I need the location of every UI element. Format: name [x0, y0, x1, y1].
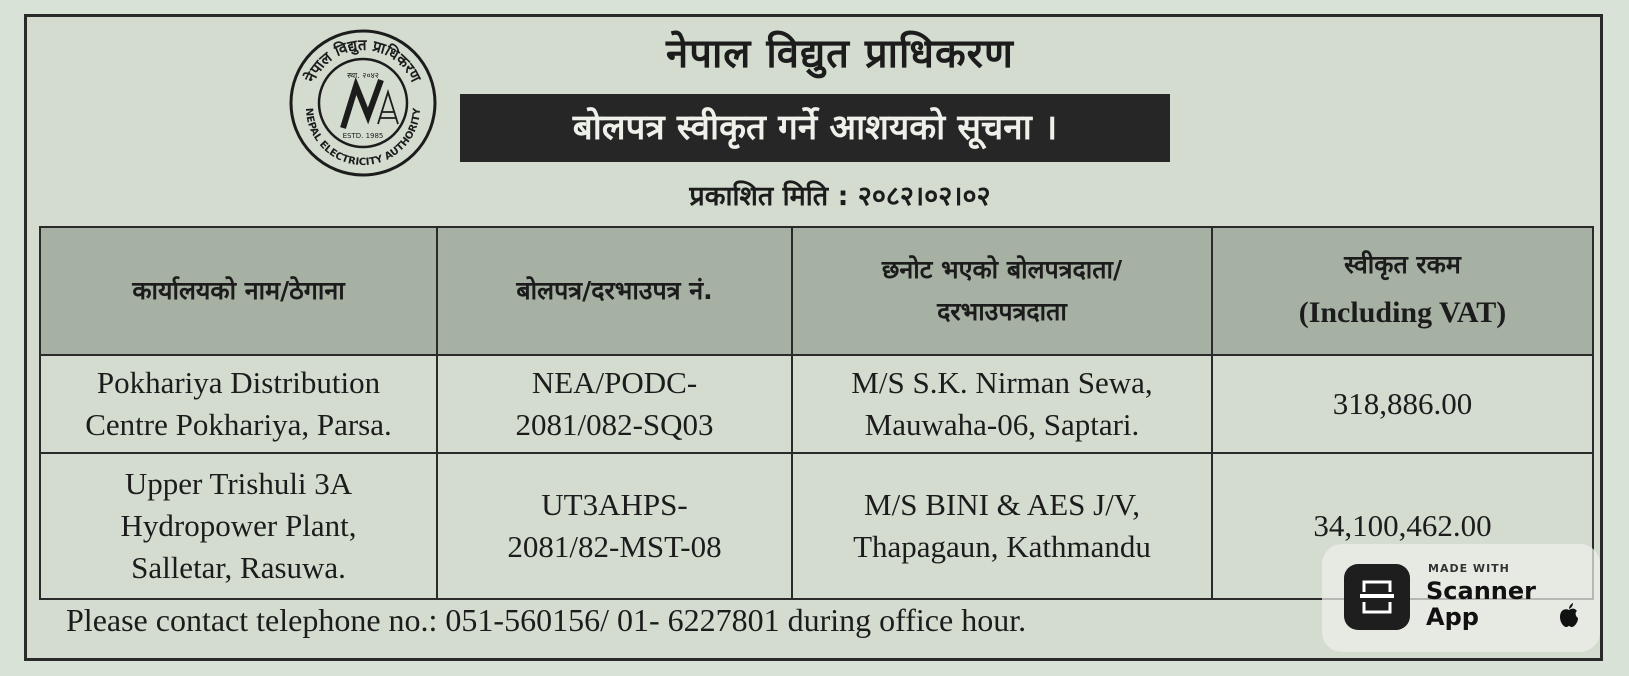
scanner-app-icon — [1344, 564, 1410, 630]
logo-estd: ESTD. 1985 — [342, 132, 384, 140]
logo-top-text: नेपाल विद्युत प्राधिकरण — [301, 35, 425, 85]
header-approved-amount: स्वीकृत रकम (Including VAT) — [1212, 227, 1593, 355]
nea-logo-icon — [288, 28, 438, 178]
header-office: कार्यालयको नाम/ठेगाना — [40, 227, 437, 355]
cell-office: Pokhariya Distribution Centre Pokhariya, Parsa. — [40, 355, 437, 453]
scanner-app-badge — [1322, 544, 1600, 652]
notice-subtitle: बोलपत्र स्वीकृत गर्ने आशयको सूचना । — [460, 94, 1170, 162]
cell-bid-number: NEA/PODC- 2081/082-SQ03 — [437, 355, 792, 453]
published-date: प्रकाशित मिति : २०८२।०२।०२ — [689, 181, 991, 212]
table-header-row — [40, 227, 1593, 355]
cell-bidder: M/S BINI & AES J/V, Thapagaun, Kathmandu — [792, 453, 1212, 599]
apple-icon — [1558, 602, 1580, 628]
cell-bidder: M/S S.K. Nirman Sewa, Mauwaha-06, Saptari. — [792, 355, 1212, 453]
logo-year-np: स्था. २०४२ — [347, 71, 379, 80]
cell-bid-number: UT3AHPS- 2081/82-MST-08 — [437, 453, 792, 599]
notice-title: नेपाल विद्युत प्राधिकरण — [666, 31, 1014, 77]
header-selected-bidder: छनोट भएको बोलपत्रदाता/ दरभाउपत्रदाता — [792, 227, 1212, 355]
contact-footer: Please contact telephone no.: 051-560156/ 01- 6227801 during office hour. — [66, 602, 1027, 638]
cell-office: Upper Trishuli 3A Hydropower Plant, Salletar, Rasuwa. — [40, 453, 437, 599]
logo-bottom-text: NEPAL ELECTRICITY AUTHORITY — [302, 107, 424, 169]
header-amount-vat: (Including VAT) — [1298, 295, 1507, 329]
cell-amount: 318,886.00 — [1212, 355, 1593, 453]
badge-made-with: MADE WITH — [1428, 562, 1510, 575]
table-row — [40, 355, 1593, 453]
header-bid-number: बोलपत्र/दरभाउपत्र नं. — [437, 227, 792, 355]
badge-app-name: Scanner App — [1426, 577, 1536, 631]
cell-amount: 34,100,462.00 — [1212, 453, 1593, 599]
